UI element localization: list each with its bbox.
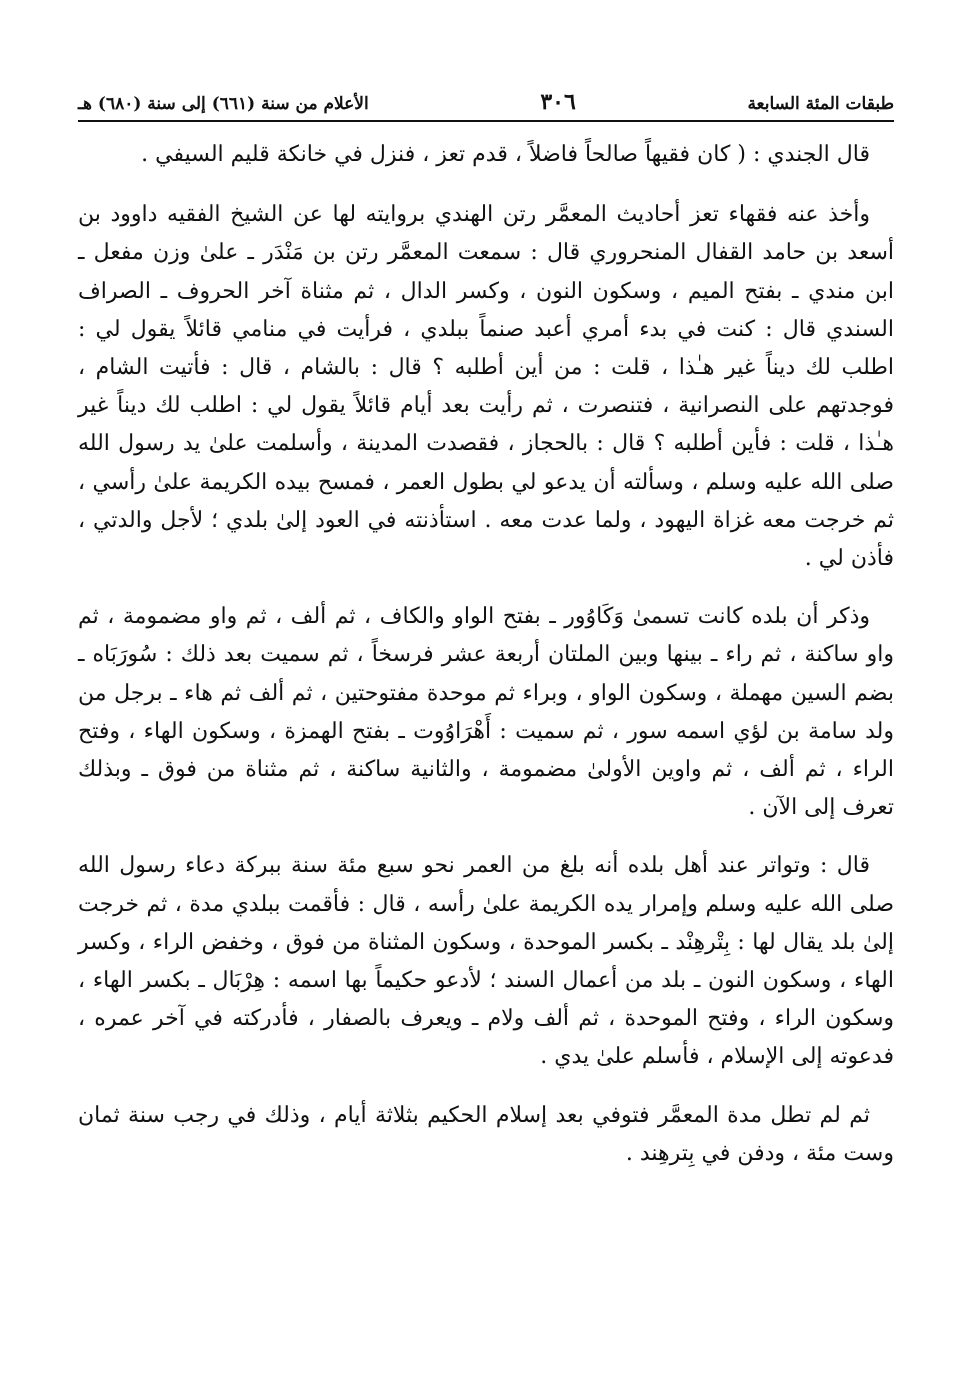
header-section-title: طبقات المئة السابعة: [747, 94, 894, 115]
paragraph-1: قال الجندي : ( كان فقيهاً صالحاً فاضلاً ، قدم تعز ، فنزل في خانكة قليم السيفي .: [141, 142, 870, 167]
body-text: [78, 136, 894, 1173]
paragraph-4: قال : وتواتر عند أهل بلده أنه بلغ من العمر نحو سبع مئة سنة ببركة دعاء رسول الله صلى الله عليه وسلم وإمرار يده الكريمة علىٰ رأسه ، قال : فأقمت ببلدي مدة ، ثم خرجت إلىٰ بلد يقال لها : بِتْرهِنْد ـ بكسر الموحدة ، وسكون المثناة من فوق ، وخفض الراء ، وكسر الهاء ، وسكون النون ـ بلد من أعمال السند ؛ لأدعو حكيماً بها اسمه : هِرْبَال ـ بكسر الهاء ، وسكون الراء ، وفتح الموحدة ، ثم ألف ولام ـ ويعرف بالصفار ، فأدركته في آخر عمره ، فدعوته إلى الإسلام ، فأسلم علىٰ يدي .: [78, 853, 894, 1070]
book-page: [78, 70, 894, 1348]
paragraph-3: وذكر أن بلده كانت تسمىٰ وَكَاوُور ـ بفتح الواو والكاف ، ثم ألف ، ثم واو مضمومة ، ثم واو ساكنة ، ثم راء ـ بينها وبين الملتان أربعة عشر فرسخاً ، ثم سميت بعد ذلك : سُورَبَاه ـ بضم السين مهملة ، وسكون الواو ، وبراء ثم موحدة مفتوحتين ، ثم ألف ثم هاء ـ برجل من ولد سامة بن لؤي اسمه سور ، ثم سميت : أَهْرَاوُوت ـ بفتح الهمزة ، وسكون الهاء ، وفتح الراء ، ثم ألف ، ثم واوين الأولىٰ مضمومة ، والثانية ساكنة ، ثم مثناة من فوق ـ وبذلك تعرف إلى الآن .: [78, 604, 894, 821]
header-rule: [78, 120, 894, 122]
running-header: [78, 70, 894, 114]
page-number: ٣٠٦: [540, 88, 576, 115]
paragraph-2: وأخذ عنه فقهاء تعز أحاديث المعمَّر رتن الهندي بروايته لها عن الشيخ الفقيه داوود بن أسعد بن حامد القفال المنحروري قال : سمعت المعمَّر رتن بن مَنْدَر ـ علىٰ وزن مفعل ـ ابن مندي ـ بفتح الميم ، وسكون النون ، وكسر الدال ، ثم مثناة آخر الحروف ـ الصراف السندي قال : كنت في بدء أمري أعبد صنماً ببلدي ، فرأيت في منامي قائلاً يقول لي : اطلب لك ديناً غير هـٰذا ، قلت : من أين أطلبه ؟ قال : بالشام ، قال : فأتيت الشام ، فوجدتهم على النصرانية ، فتنصرت ، ثم رأيت بعد أيام قائلاً يقول لي : اطلب لك ديناً غير هـٰذا ، قلت : فأين أطلبه ؟ قال : بالحجاز ، فقصدت المدينة ، وأسلمت علىٰ يد رسول الله صلى الله عليه وسلم ، وسألته أن يدعو لي بطول العمر ، فمسح بيده الكريمة علىٰ رأسي ، ثم خرجت معه غزاة اليهود ، ولما عدت معه . استأذنته في العود إلىٰ بلدي ؛ لأجل والدتي ، فأذن لي .: [78, 202, 894, 572]
paragraph-5: ثم لم تطل مدة المعمَّر فتوفي بعد إسلام الحكيم بثلاثة أيام ، وذلك في رجب سنة ثمان وست مئة ، ودفن في بِترهِند .: [78, 1102, 894, 1166]
header-range-title: الأعلام من سنة (٦٦١) إلى سنة (٦٨٠) هـ: [78, 94, 369, 115]
